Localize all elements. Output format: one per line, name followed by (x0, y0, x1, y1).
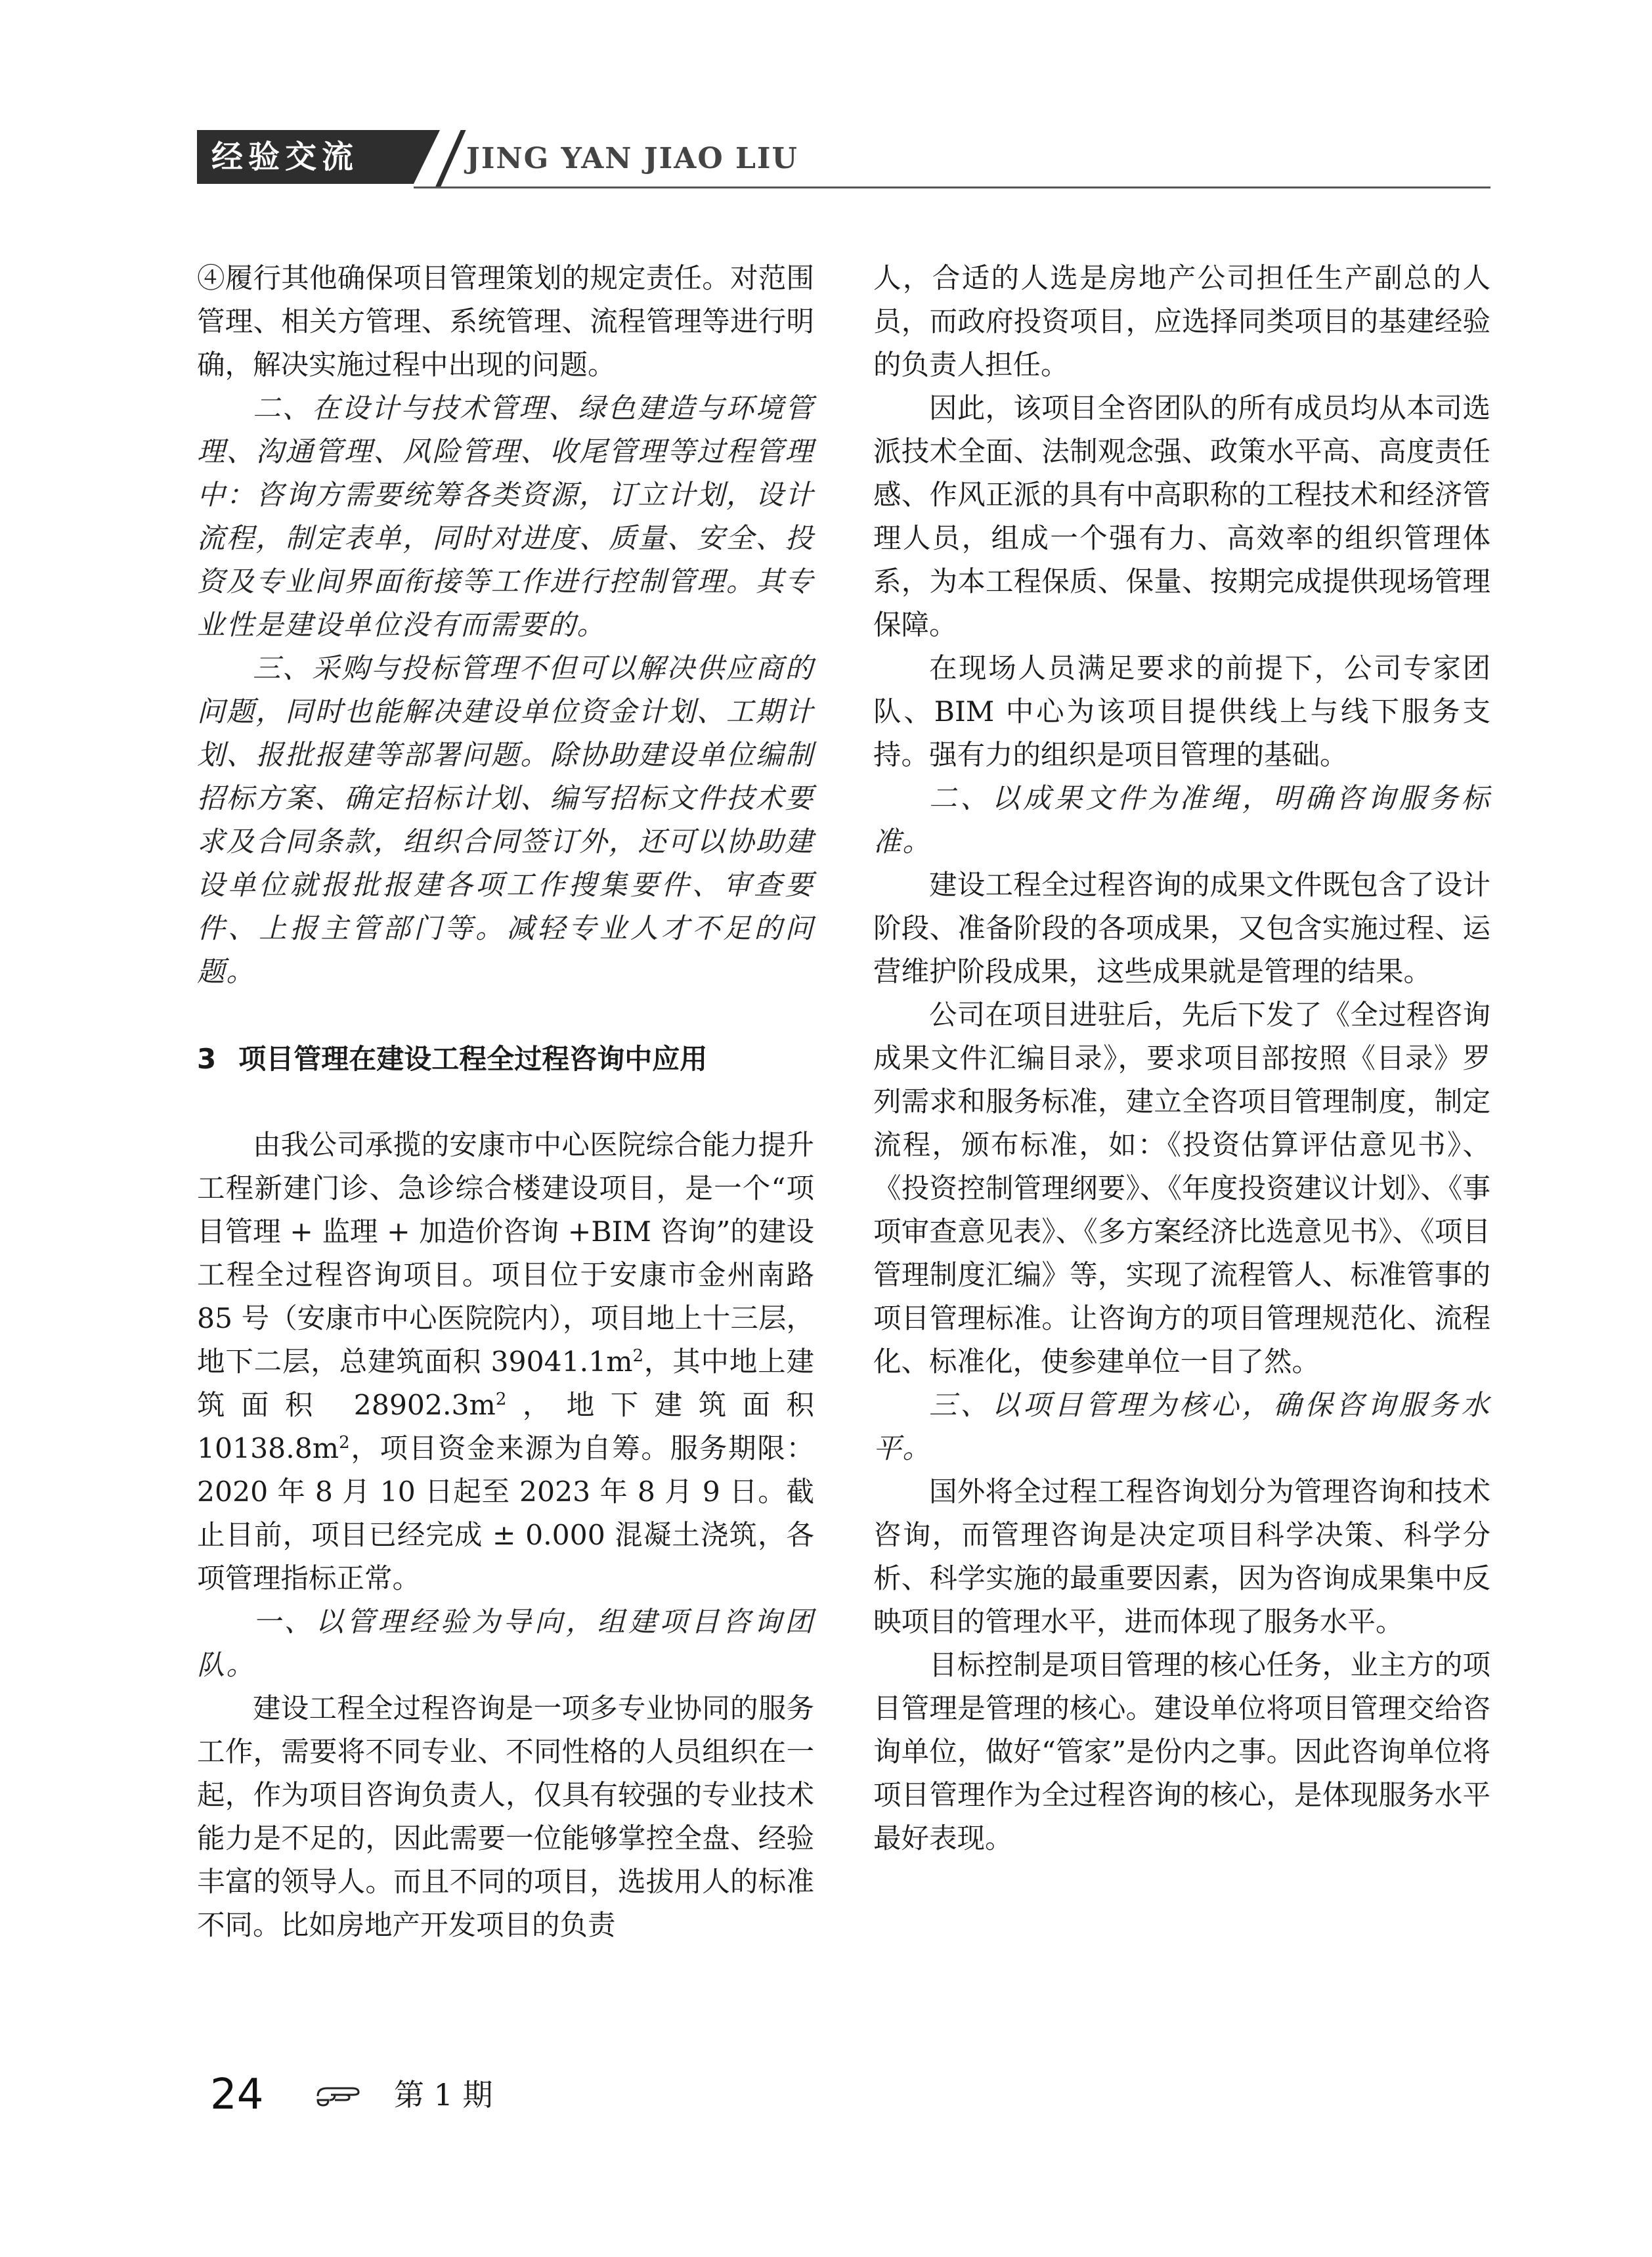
page-header (197, 130, 1490, 189)
text-run: ，项目资金来源为自筹。服务期限：2020 年 8 月 10 日起至 2023 年 8 月 9 日。截止目前，项目已经完成 ± 0.000 混凝土浇筑，各项管理指标正常。 (197, 1433, 814, 1595)
pointing-hand-icon (315, 2083, 364, 2109)
section-title-english: JING YAN JIAO LIU (466, 142, 798, 175)
paragraph: 人，合适的人选是房地产公司担任生产副总的人员，而政府投资项目，应选择同类项目的基建经验的负责人担任。 (873, 263, 1490, 382)
header-rule (414, 186, 1490, 188)
paragraph-project-overview (197, 1124, 814, 1601)
text-run: ，地下建筑面积 10138.8m (197, 1390, 814, 1465)
paragraph: 目标控制是项目管理的核心任务，业主方的项目管理是管理的核心。建设单位将项目管理交给咨询单位，做好“管家”是份内之事。因此咨询单位将项目管理作为全过程咨询的核心，是体现服务水平最好表现。 (873, 1650, 1490, 1855)
issue-label: 第 1 期 (394, 2077, 493, 2113)
paragraph: 因此，该项目全咨团队的所有成员均从本司选派技术全面、法制观念强、政策水平高、高度责任感、作风正派的具有中高职称的工程技术和经济管理人员，组成一个强有力、高效率的组织管理体系，为本工程保质、保量、按期完成提供现场管理保障。 (873, 393, 1490, 642)
text-run: ，其中地上建筑面积 28902.3m (197, 1346, 814, 1422)
paragraph: ④履行其他确保项目管理策划的规定责任。对范围管理、相关方管理、系统管理、流程管理等进行明确，解决实施过程中出现的问题。 (197, 263, 814, 382)
left-column (197, 257, 814, 1948)
section-tag-tip (414, 130, 440, 184)
section-heading-number: 3 (197, 1043, 217, 1075)
paragraph: 建设工程全过程咨询的成果文件既包含了设计阶段、准备阶段的各项成果，又包含实施过程、运营维护阶段成果，这些成果就是管理的结果。 (873, 869, 1490, 988)
superscript: 2 (632, 1346, 644, 1366)
superscript: 2 (495, 1389, 507, 1409)
section-heading (197, 1038, 814, 1081)
superscript: 2 (339, 1432, 350, 1453)
paragraph: 在现场人员满足要求的前提下，公司专家团队、BIM 中心为该项目提供线上与线下服务支持。强有力的组织是项目管理的基础。 (873, 653, 1490, 772)
section-tag: 经验交流 (197, 130, 414, 184)
page-number: 24 (210, 2071, 264, 2119)
section-heading-text: 项目管理在建设工程全过程咨询中应用 (238, 1043, 708, 1075)
paragraph: 建设工程全过程咨询是一项多专业协同的服务工作，需要将不同专业、不同性格的人员组织在一起，作为项目咨询负责人，仅具有较强的专业技术能力是不足的，因此需要一位能够掌控全盘、经验丰富的领导人。而且不同的项目，选拔用人的标准不同。比如房地产开发项目的负责 (197, 1693, 814, 1942)
paragraph-subheading: 二、在设计与技术管理、绿色建造与环境管理、沟通管理、风险管理、收尾管理等过程管理中：咨询方需要统筹各类资源，订立计划，设计流程，制定表单，同时对进度、质量、安全、投资及专业间界面衔接等工作进行控制管理。其专业性是建设单位没有而需要的。 (197, 393, 814, 642)
paragraph: 公司在项目进驻后，先后下发了《全过程咨询成果文件汇编目录》，要求项目部按照《目录》罗列需求和服务标准，建立全咨项目管理制度，制定流程，颁布标准，如：《投资估算评估意见书》、《投资控制管理纲要》、《年度投资建议计划》、《事项审查意见表》、《多方案经济比选意见书》、《项目管理制度汇编》等，实现了流程管人、标准管事的项目管理标准。让咨询方的项目管理规范化、流程化、标准化，使参建单位一目了然。 (873, 999, 1490, 1378)
text-run: 由我公司承揽的安康市中心医院综合能力提升工程新建门诊、急诊综合楼建设项目，是一个“项目管理 + 监理 + 加造价咨询 +BIM 咨询”的建设工程全过程咨询项目。项目位于安康市金州南路 85 号（安康市中心医院院内），项目地上十三层，地下二层，总建筑面积 39041.1m (197, 1129, 814, 1378)
right-column (873, 257, 1490, 1861)
paragraph-subheading: 二、以成果文件为准绳，明确咨询服务标准。 (873, 783, 1490, 858)
paragraph: 国外将全过程工程咨询划分为管理咨询和技术咨询，而管理咨询是决定项目科学决策、科学分析、科学实施的最重要因素，因为咨询成果集中反映项目的管理水平，进而体现了服务水平。 (873, 1476, 1490, 1638)
paragraph-subheading: 一、以管理经验为导向，组建项目咨询团队。 (197, 1606, 814, 1682)
paragraph-subheading: 三、以项目管理为核心，确保咨询服务水平。 (873, 1390, 1490, 1465)
paragraph-subheading: 三、采购与投标管理不但可以解决供应商的问题，同时也能解决建设单位资金计划、工期计划、报批报建等部署问题。除协助建设单位编制招标方案、确定招标计划、编写招标文件技术要求及合同条款，组织合同签订外，还可以协助建设单位就报批报建各项工作搜集要件、审查要件、上报主管部门等。减轻专业人才不足的问题。 (197, 653, 814, 988)
